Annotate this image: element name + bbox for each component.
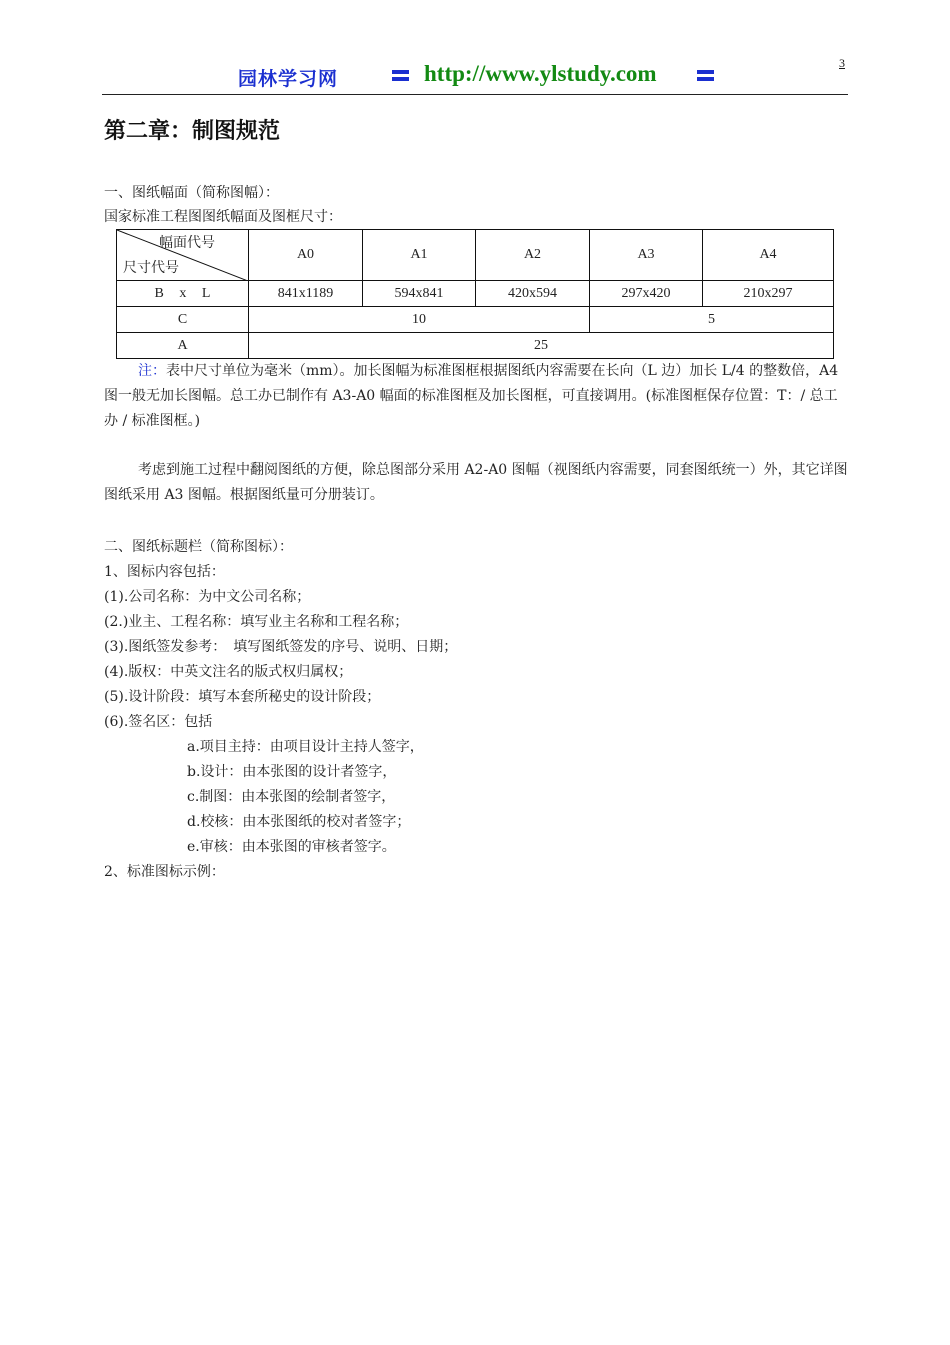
signature-item: b.设计：由本张图的设计者签字， — [187, 764, 397, 780]
table-row — [117, 333, 834, 359]
list-item: (6).签名区：包括 — [104, 714, 213, 730]
list-item: (5).设计阶段：填写本套所秘史的设计阶段； — [104, 689, 381, 705]
table-note — [104, 359, 848, 434]
signature-item: d.校核：由本张图纸的校对者签字； — [187, 814, 411, 830]
paper-size-table — [116, 229, 834, 359]
column-header: A1 — [363, 230, 476, 281]
column-header: A0 — [249, 230, 363, 281]
table-cell: 10 — [249, 307, 590, 333]
section2-subheading: 1、图标内容包括： — [104, 564, 225, 580]
table-corner-cell — [117, 230, 249, 281]
double-bar-icon — [697, 68, 714, 83]
table-cell: 25 — [249, 333, 834, 359]
column-header: A4 — [703, 230, 834, 281]
row-label: C — [117, 307, 249, 333]
signature-item: c.制图：由本张图的绘制者签字， — [187, 789, 396, 805]
table-cell: 297x420 — [590, 281, 703, 307]
list-item: (2.)业主、工程名称：填写业主名称和工程名称； — [104, 614, 409, 630]
page-number: 3 — [839, 56, 845, 70]
row-label: A — [117, 333, 249, 359]
section2-subheading: 2、标准图标示例： — [104, 864, 225, 880]
table-cell: 420x594 — [476, 281, 590, 307]
section1-heading: 一、图纸幅面（简称图幅）： — [104, 185, 279, 201]
table-row — [117, 281, 834, 307]
signature-item: a.项目主持：由项目设计主持人签字， — [187, 739, 424, 755]
list-item: (3).图纸签发参考： 填写图纸签发的序号、说明、日期； — [104, 639, 458, 655]
list-item: (1).公司名称：为中文公司名称； — [104, 589, 311, 605]
table-cell: 841x1189 — [249, 281, 363, 307]
section1-intro: 国家标准工程图图纸幅面及图框尺寸： — [104, 209, 342, 225]
site-name: 园林学习网 — [238, 68, 339, 90]
table-cell: 5 — [590, 307, 834, 333]
table-row — [117, 307, 834, 333]
signature-item: e.审核：由本张图的审核者签字。 — [187, 839, 396, 855]
note-label: 注： — [138, 363, 166, 379]
column-header: A2 — [476, 230, 590, 281]
chapter-title: 第二章：制图规范 — [104, 119, 281, 144]
list-item: (4).版权：中英文注名的版式权归属权； — [104, 664, 353, 680]
double-bar-icon — [392, 68, 409, 83]
corner-bottom-label: 尺寸代号 — [123, 261, 179, 276]
table-cell: 210x297 — [703, 281, 834, 307]
row-label: B x L — [117, 281, 249, 307]
table-cell: 594x841 — [363, 281, 476, 307]
site-url-link[interactable]: http://www.ylstudy.com — [424, 61, 657, 86]
note-text: 表中尺寸单位为毫米（mm）。加长图幅为标准图框根据图纸内容需要在长向（L 边）加长 L/4 的整数倍，A4 图一般无加长图幅。总工办已制作有 A3-A0 幅面的标准图框及加长图框，可直接调用。(标准图框保存位置：T：/ 总工办 / 标准图框。) — [104, 363, 839, 429]
column-header: A3 — [590, 230, 703, 281]
page-header — [102, 56, 848, 95]
corner-top-label: 幅面代号 — [159, 236, 215, 251]
binding-paragraph: 考虑到施工过程中翻阅图纸的方便，除总图部分采用 A2-A0 图幅（视图纸内容需要，同套图纸统一）外，其它详图图纸采用 A3 图幅。根据图纸量可分册装订。 — [104, 462, 848, 503]
section2-heading: 二、图纸标题栏（简称图标）： — [104, 539, 293, 555]
